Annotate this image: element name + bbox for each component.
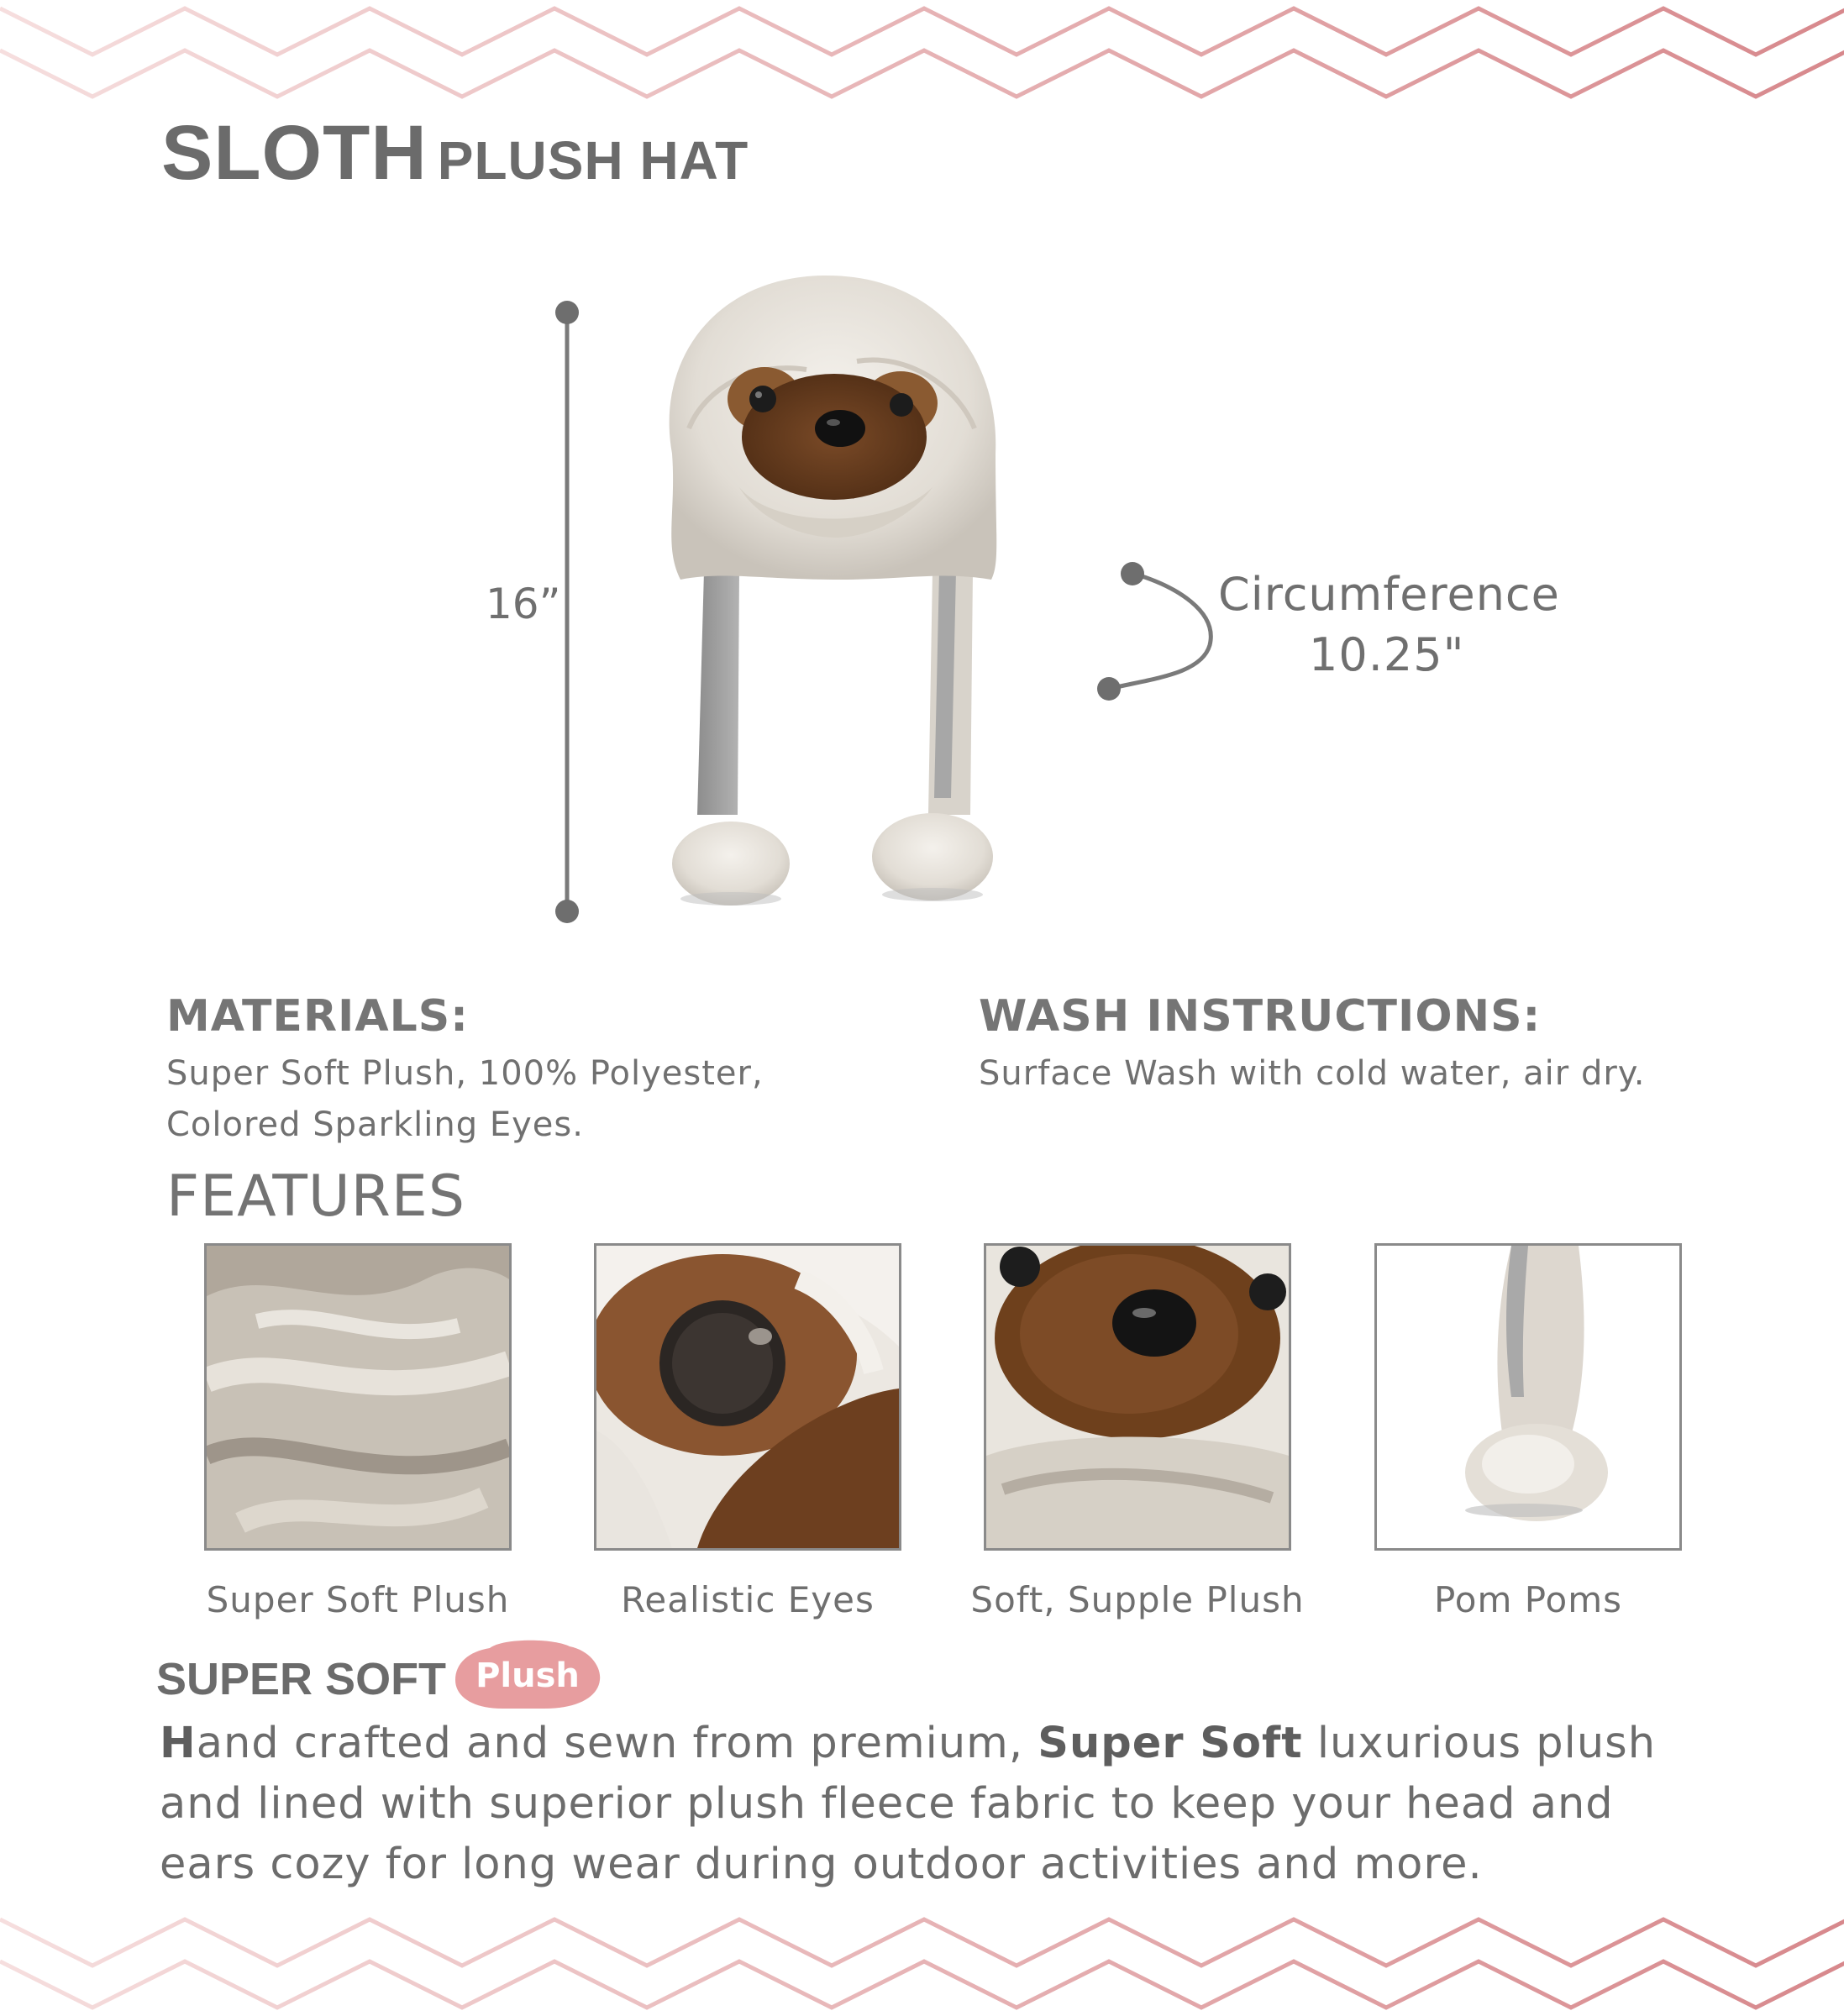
plush-badge: Plush (475, 1656, 580, 1695)
feature-image-soft-supple-plush (984, 1243, 1291, 1551)
description-part-1: and crafted and sewn from premium, (196, 1719, 1038, 1768)
features-heading: FEATURES (166, 1163, 466, 1230)
materials-line-1: Super Soft Plush, 100% Polyester, (166, 1054, 764, 1093)
description-bold: Super Soft (1038, 1719, 1303, 1768)
circumference-label: Circumference (1218, 568, 1560, 621)
top-zigzag-decoration (0, 0, 1844, 118)
wash-heading: WASH INSTRUCTIONS: (979, 991, 1542, 1042)
feature-caption-2: Realistic Eyes (621, 1579, 875, 1620)
materials-line-2: Colored Sparkling Eyes. (166, 1105, 584, 1144)
feature-image-super-soft-plush (204, 1243, 512, 1551)
height-label: 16” (486, 580, 561, 628)
materials-heading: MATERIALS: (166, 991, 469, 1042)
sloth-hat-image (638, 260, 1033, 907)
materials-text (166, 1048, 889, 1151)
circumference-indicator (1092, 561, 1235, 704)
feature-caption-1: Super Soft Plush (206, 1579, 510, 1620)
feature-caption-3: Soft, Supple Plush (970, 1579, 1305, 1620)
description-part-2: luxurious plush and lined with superior plush fleece fabric to keep your head and ears cozy for long wear during outdoor activities and more. (160, 1719, 1657, 1889)
title-sub: PLUSH HAT (437, 130, 749, 191)
circumference-value: 10.25" (1309, 628, 1465, 681)
super-soft-description (160, 1714, 1722, 1895)
feature-image-realistic-eyes (594, 1243, 901, 1551)
description-drop-letter: H (160, 1719, 197, 1768)
feature-caption-4: Pom Poms (1433, 1579, 1623, 1620)
bottom-zigzag-decoration (0, 1890, 1844, 2016)
feature-image-pom-poms (1374, 1243, 1682, 1551)
super-soft-heading: SUPER SOFT (156, 1654, 447, 1704)
wash-text: Surface Wash with cold water, air dry. (979, 1054, 1646, 1093)
page-title (161, 109, 749, 197)
title-main: SLOTH (161, 110, 428, 196)
